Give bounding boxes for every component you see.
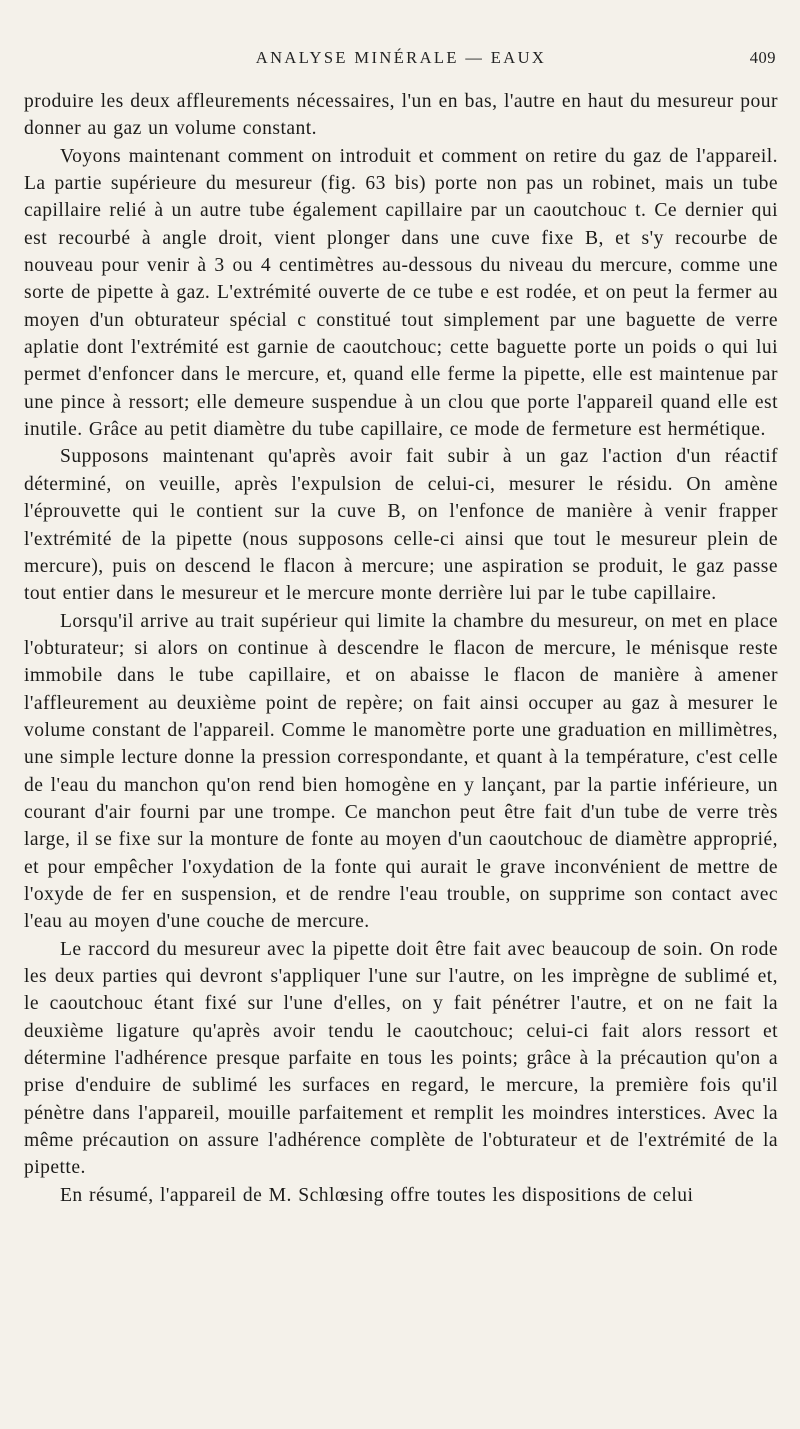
paragraph-introduction-gaz: Voyons maintenant comment on introduit et comment on retire du gaz de l'appareil. La partie supérieure du mesureur (fig. 63 bis) porte non pas un robinet, mais un tube capillaire relié à un autre tube également capillaire par un caoutchouc t. Ce dernier qui est recourbé à angle droit, vient plonger dans une cuve fixe B, et s'y recourbe de nouveau pour venir à 3 ou 4 centimètres au-dessous du niveau du mercure, comme une sorte de pipette à gaz. L'extrémité ouverte de ce tube e est rodée, et on peut la fermer au moyen d'un obturateur spécial c constitué tout simplement par une baguette de verre aplatie dont l'extrémité est garnie de caoutchouc; cette baguette porte un poids o qui lui permet d'enfoncer dans le mercure, et, quand elle ferme la pipette, elle est maintenue par une pince à ressort; elle demeure suspendue à un clou que porte l'appareil quand elle est inutile. Grâce au petit diamètre du tube capillaire, ce mode de fermeture est hermétique.: [24, 145, 778, 441]
paragraph-mesure-residu: Supposons maintenant qu'après avoir fait subir à un gaz l'action d'un réactif déterminé, on veuille, après l'expulsion de celui-ci, mesurer le résidu. On amène l'éprouvette qui le contient sur la cuve B, on l'enfonce de manière à venir frapper l'extrémité de la pipette (nous supposons celle-ci ainsi que tout le mesureur plein de mercure), puis on descend le flacon à mercure; une aspiration se produit, le gaz passe tout entier dans le mesureur et le mercure monte derrière lui par le tube capillaire.: [24, 446, 778, 605]
running-title: ANALYSE MINÉRALE — EAUX: [255, 48, 547, 67]
page-number: 409: [749, 48, 776, 67]
paragraph-raccord: Le raccord du mesureur avec la pipette doit être fait avec beaucoup de soin. On rode les deux parties qui devront s'appliquer l'une sur l'autre, on les imprègne de sublimé et, le caoutchouc étant fixé sur l'une d'elles, on y fait pénétrer l'autre, et on ne fait la deuxième ligature qu'après avoir tendu le caoutchouc; celui-ci fait alors ressort et détermine l'adhérence presque parfaite en tous les points; grâce à la précaution qu'on a prise d'enduire de sublimé les surfaces en regard, le mercure, la première fois qu'il pénètre dans l'appareil, mouille parfaitement et remplit les moindres interstices. Avec la même précaution on assure l'adhérence complète de l'obturateur et de l'extrémité de la pipette.: [24, 938, 778, 1179]
paragraph-resume: En résumé, l'appareil de M. Schlœsing offre toutes les dispositions de celui: [60, 1184, 694, 1206]
running-header: [24, 48, 778, 76]
paragraph-continuation: produire les deux affleurements nécessaires, l'un en bas, l'autre en haut du mesureur pour donner au gaz un volume constant.: [24, 91, 778, 140]
body-text: [24, 88, 778, 1209]
paragraph-obturateur-manchon: Lorsqu'il arrive au trait supérieur qui limite la chambre du mesureur, on met en place l'obturateur; si alors on continue à descendre le flacon de mercure, le ménisque reste immobile dans le tube capillaire, et on abaisse le flacon de manière à amener l'affleurement au deuxième point de repère; on fait ainsi occuper au gaz à mesurer le volume constant de l'appareil. Comme le manomètre porte une graduation en millimètres, une simple lecture donne la pression correspondante, et quant à la température, c'est celle de l'eau du manchon qu'on rend bien homogène en y lançant, par la partie inférieure, un courant d'air fourni par une trompe. Ce manchon peut être fait d'un tube de verre très large, il se fixe sur la monture de fonte au moyen d'un caoutchouc de diamètre approprié, et pour empêcher l'oxydation de la fonte qui aurait le grave inconvénient de mettre de l'oxyde de fer en suspension, et de rendre l'eau trouble, on supprime son contact avec l'eau au moyen d'une couche de mercure.: [24, 610, 778, 933]
